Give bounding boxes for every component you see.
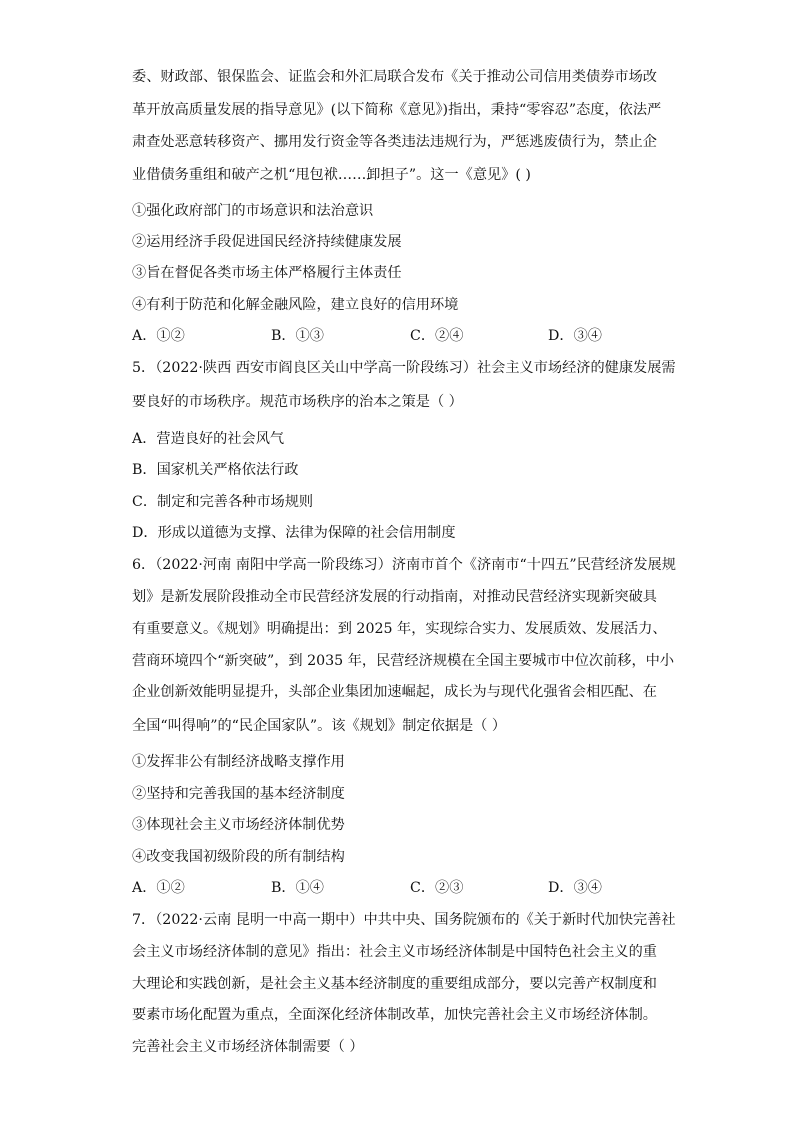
q5-stem-line: 5．（2022·陕西 西安市阎良区关山中学高一阶段练习）社会主义市场经济的健康发展需 — [132, 360, 676, 376]
q4-option-a[interactable]: A．①② — [132, 328, 185, 344]
q6-stem-line: 6．（2022·河南 南阳中学高一阶段练习）济南市首个《济南市“十四五”民营经济发展规 — [132, 557, 676, 573]
q6-statement: ①发挥非公有制经济战略支撑作用 — [132, 754, 345, 770]
q6-stem-line: 企业创新效能明显提升，头部企业集团加速崛起，成长为与现代化强省会相匹配、在 — [132, 684, 657, 700]
q6-option-c[interactable]: C．②③ — [410, 880, 464, 896]
q5-option-a[interactable]: A．营造良好的社会风气 — [132, 431, 285, 447]
q5-option-d[interactable]: D．形成以道德为支撑、法律为保障的社会信用制度 — [132, 525, 456, 541]
q6-statement: ③体现社会主义市场经济体制优势 — [132, 817, 345, 833]
q6-stem-line: 有重要意义。《规划》明确提出：到 2025 年，实现综合实力、发展质效、发展活力、 — [132, 621, 667, 637]
q6-option-a[interactable]: A．①② — [132, 880, 185, 896]
q4-stem-line: 革开放高质量发展的指导意见》(以下简称《意见》)指出，秉持“零容忍”态度，依法严 — [132, 102, 662, 118]
q4-stem-line: 委、财政部、银保监会、证监会和外汇局联合发布《关于推动公司信用类债券市场改 — [132, 69, 657, 85]
q7-stem-line: 会主义市场经济体制的意见》指出：社会主义市场经济体制是中国特色社会主义的重 — [132, 944, 657, 960]
q4-statement: ①强化政府部门的市场意识和法治意识 — [132, 203, 374, 219]
q6-stem-line: 营商环境四个“新突破”，到 2035 年，民营经济规模在全国主要城市中位次前移，中小 — [132, 653, 675, 669]
q4-option-c[interactable]: C．②④ — [410, 328, 464, 344]
q7-stem-line: 完善社会主义市场经济体制需要（ ） — [132, 1039, 364, 1055]
q6-stem-line: 全国“叫得响”的“民企国家队”。该《规划》制定依据是（ ） — [132, 718, 507, 734]
q4-stem-line: 业借债务重组和破产之机“甩包袱……卸担子”。这一《意见》( ) — [132, 167, 531, 183]
q4-statement: ②运用经济手段促进国民经济持续健康发展 — [132, 234, 402, 250]
q6-stem-line: 划》是新发展阶段推动全市民营经济发展的行动指南，对推动民营经济实现新突破具 — [132, 589, 657, 605]
q5-option-b[interactable]: B．国家机关严格依法行政 — [132, 462, 299, 478]
q5-stem-line: 要良好的市场秩序。规范市场秩序的治本之策是（ ） — [132, 394, 463, 410]
q6-option-d[interactable]: D．③④ — [548, 880, 602, 896]
q4-statement: ③旨在督促各类市场主体严格履行主体责任 — [132, 265, 402, 281]
q4-statement: ④有利于防范和化解金融风险，建立良好的信用环境 — [132, 297, 459, 313]
q6-statement: ②坚持和完善我国的基本经济制度 — [132, 786, 345, 802]
q4-option-d[interactable]: D．③④ — [548, 328, 602, 344]
q5-option-c[interactable]: C．制定和完善各种市场规则 — [132, 494, 314, 510]
q6-option-b[interactable]: B．①④ — [271, 880, 324, 896]
q6-statement: ④改变我国初级阶段的所有制结构 — [132, 849, 345, 865]
q7-stem-line: 要素市场化配置为重点，全面深化经济体制改革，加快完善社会主义市场经济体制。 — [132, 1007, 657, 1023]
q7-stem-line: 大理论和实践创新，是社会主义基本经济制度的重要组成部分，要以完善产权制度和 — [132, 976, 657, 992]
q7-stem-line: 7．（2022·云南 昆明一中高一期中）中共中央、国务院颁布的《关于新时代加快完善社 — [132, 912, 676, 928]
q4-option-b[interactable]: B．①③ — [271, 328, 324, 344]
q4-stem-line: 肃查处恶意转移资产、挪用发行资金等各类违法违规行为，严惩逃废债行为，禁止企 — [132, 134, 657, 150]
